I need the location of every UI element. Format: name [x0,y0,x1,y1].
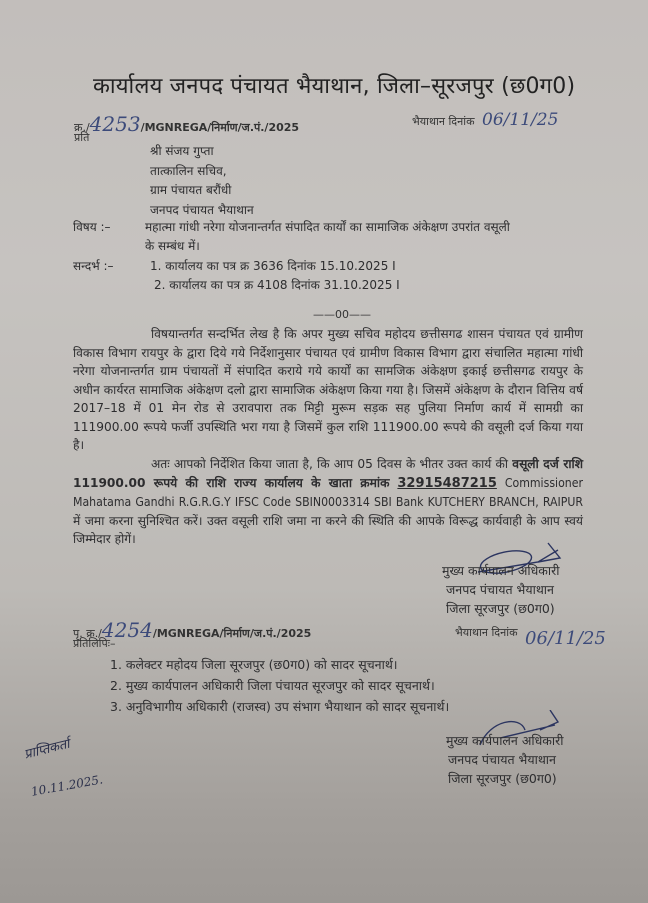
signature-block-1 [442,561,560,618]
recovery-amount-text: वसूली दर्ज राशि 111900.00 रूपये की राशि राज्य कार्यालय के खाता क्रमांक [73,457,583,490]
signature-block-2 [446,731,564,788]
reference-list [150,257,400,295]
handwritten-receipt-note: प्राप्तिकर्ता [22,736,72,763]
handwritten-date: 06/11/25 [482,110,559,130]
directive-text: अतः आपको निर्देशित किया जाता है, कि आप 05 दिवस के भीतर उक्त कार्य की [151,457,509,471]
body-paragraph-1 [73,325,583,455]
addressee-janpad: जनपद पंचायत भैयाथान [150,202,254,217]
to-label: प्रति [74,131,90,144]
copy-handwritten-date: 06/11/25 [525,628,606,649]
addressee-block [150,142,254,220]
subject-line-1: महात्मा गांधी नरेगा योजनान्तर्गत संपादित कार्यों का सामाजिक अंकेक्षण उपरांत वसूली [145,220,510,234]
body-paragraph-1-text: विषयान्तर्गत सन्दर्भित लेख है कि अपर मुख्य सचिव महोदय छत्तीसगढ शासन पंचायत एवं ग्रामीण विकास विभाग रायपुर के द्वारा दिये गये निर्देशानुसार पंचायत एवं ग्रामीण विकास विभाग द्वारा संचालित महात्मा गांधी नरेगा योजनान्तर्गत ग्राम पंचायतों में संपादित कराये गये कार्यों का सामजिक अंकेक्षण इकाई छत्तीसगढ रायपुर के अधीन कार्यरत सामाजिक अंकेक्षण दलो द्वारा सामाजिक अंकेक्षण किया गया है। जिसमें अंकेक्षण के दौरान वित्तिय वर्ष 2017–18 में 01 मेन रोड से उरावपारा तक मिट्टी मुरूम सड़क सह पुलिया निर्माण कार्य में सामग्री का 111900.00 रूपये फर्जी उपस्थिति भरा गया है जिसमें कुल राशि 111900.00 रूपये की वसूली दर्ज किया गया है। [73,327,583,452]
copy-place-date [455,620,606,649]
body-paragraph-2 [73,455,583,549]
reference-item: 2. कार्यालय का पत्र क्र 4108 दिनांक 31.10.2025 I [154,278,400,292]
ref-prefix: क्र./ [74,121,90,134]
copy-label: प्रतिलिपिः– [73,637,116,650]
handwritten-ref-number: 4253 [89,112,141,136]
reference-label: सन्दर्भ :– [73,259,114,273]
addressee-gram-panchayat: ग्राम पंचायत बरौंधी [150,183,232,197]
copy-ref-suffix: /MGNREGA/निर्माण/ज.पं./2025 [152,627,312,640]
signatory-district: जिला सूरजपुर (छ0ग0) [448,771,557,786]
signatory-office: जनपद पंचायत भैयाथान [446,582,554,597]
subject-line-2: के सम्बंध में। [145,239,200,253]
addressee-designation: तात्कालिन सचिव, [150,163,227,178]
copy-item: 1. कलेक्टर महोदय जिला सूरजपुर (छ0ग0) को सादर सूचनार्थ। [110,657,398,672]
handwritten-receipt-date: 10.11.2025. [30,772,104,799]
account-number: 32915487215 [397,475,497,491]
signatory-designation: मुख्य कार्यपालन अधिकारी [442,563,560,578]
signatory-district: जिला सूरजपुर (छ0ग0) [446,601,555,616]
addressee-name: श्री संजय गुप्ता [150,144,214,158]
reference-item: 1. कार्यालय का पत्र क्र 3636 दिनांक 15.10.2025 I [150,259,396,273]
signatory-designation: मुख्य कार्यपालन अधिकारी [446,733,564,748]
letter-reference [74,112,299,136]
copy-place-date-label: भैयाथान दिनांक [455,626,518,639]
place-date-label: भैयाथान दिनांक [412,115,475,128]
handwritten-copy-ref-number: 4254 [101,618,153,642]
closing-text: में जमा करना सुनिश्चित करें। उक्त वसूली राशि जमा ना करने की स्थिति की आपके विरूद्ध कार्यवाही के आप स्वयं जिम्मेदार होगें। [73,513,583,546]
copy-item: 2. मुख्य कार्यपालन अधिकारी जिला पंचायत सूरजपुर को सादर सूचनार्थ। [110,678,435,693]
separator: ——00—— [313,308,371,321]
ref-suffix: /MGNREGA/निर्माण/ज.पं./2025 [140,121,300,134]
subject-text [145,218,510,256]
bank-details: Commissioner Mahatama Gandhi R.G.R.G.Y IFSC Code SBIN0003314 SBI Bank KUTCHERY BRANCH, RAIPUR [73,475,583,509]
signatory-office: जनपद पंचायत भैयाथान [448,752,556,767]
copy-ref-prefix: पृ. क्र./ [73,627,102,640]
office-title: कार्यालय जनपद पंचायत भैयाथान, जिला–सूरजपुर (छ0ग0) [93,74,576,99]
subject-label: विषय :– [73,220,111,234]
copy-item: 3. अनुविभागीय अधिकारी (राजस्व) उप संभाग भैयाथान को सादर सूचनार्थ। [110,699,450,714]
copy-list [110,654,449,717]
place-date [412,110,558,130]
